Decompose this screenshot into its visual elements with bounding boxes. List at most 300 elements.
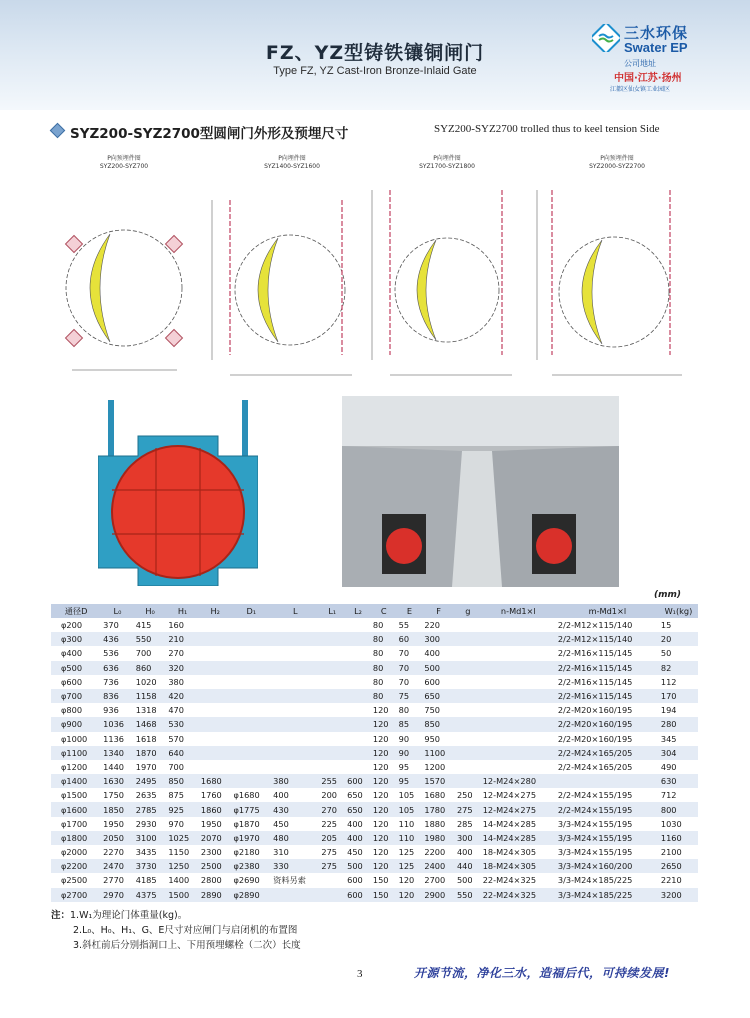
table-cell: 600 (345, 873, 371, 887)
table-cell: 450 (271, 817, 319, 831)
table-cell: 2500 (199, 859, 232, 873)
table-cell: 1440 (101, 760, 134, 774)
table-cell: 400 (422, 646, 455, 660)
table-cell: 120 (371, 859, 397, 873)
table-cell (231, 618, 271, 632)
diamond-bullet-icon (50, 123, 66, 139)
table-cell (455, 760, 481, 774)
table-cell (481, 661, 556, 675)
table-cell: 640 (166, 746, 199, 760)
table-row (51, 859, 698, 873)
table-cell: 550 (455, 888, 481, 902)
table-cell: 12-M24×275 (481, 788, 556, 802)
table-cell (199, 717, 232, 731)
table-cell: 1318 (134, 703, 167, 717)
table-cell: 1970 (134, 760, 167, 774)
table-cell: 400 (455, 845, 481, 859)
table-cell: 630 (659, 774, 698, 788)
table-cell (231, 632, 271, 646)
table-row (51, 646, 698, 660)
table-cell: 120 (371, 802, 397, 816)
table-cell: 2635 (134, 788, 167, 802)
table-cell: 700 (134, 646, 167, 660)
table-cell (231, 689, 271, 703)
table-cell (455, 732, 481, 746)
logo-park: 江都区仙女镇工业园区 (610, 86, 671, 93)
table-cell: 490 (659, 760, 698, 774)
column-header: L₀ (101, 604, 134, 618)
table-cell: 436 (101, 632, 134, 646)
table-cell: 22-M24×325 (481, 873, 556, 887)
table-cell: φ2000 (51, 845, 101, 859)
table-cell: φ1200 (51, 760, 101, 774)
table-cell: 2100 (659, 845, 698, 859)
column-header: D₁ (231, 604, 271, 618)
table-cell: 90 (397, 746, 423, 760)
table-cell (271, 760, 319, 774)
table-header-row (51, 604, 698, 618)
table-cell: 1860 (199, 802, 232, 816)
table-cell (481, 703, 556, 717)
table-cell (271, 703, 319, 717)
table-cell: 2300 (199, 845, 232, 859)
table-cell: 205 (319, 831, 345, 845)
table-cell: 14-M24×285 (481, 831, 556, 845)
page-subtitle: Type FZ, YZ Cast-Iron Bronze-Inlaid Gate (273, 65, 477, 77)
table-cell (481, 646, 556, 660)
table-cell (231, 717, 271, 731)
drawing-4-label: P向预埋件图 (600, 155, 634, 162)
table-cell: 75 (397, 689, 423, 703)
table-cell: 1158 (134, 689, 167, 703)
table-cell: 125 (397, 859, 423, 873)
table-cell (455, 632, 481, 646)
table-cell: 2210 (659, 873, 698, 887)
table-cell: φ2890 (231, 888, 271, 902)
table-cell (231, 675, 271, 689)
logo-icon (592, 24, 620, 52)
table-cell: 430 (271, 802, 319, 816)
table-cell: φ2700 (51, 888, 101, 902)
table-cell: 275 (319, 859, 345, 873)
table-cell: 1025 (166, 831, 199, 845)
table-cell: 1160 (659, 831, 698, 845)
table-cell: φ1000 (51, 732, 101, 746)
table-cell: φ1775 (231, 802, 271, 816)
table-cell: 345 (659, 732, 698, 746)
table-cell: 110 (397, 831, 423, 845)
table-row (51, 774, 698, 788)
table-cell: φ1500 (51, 788, 101, 802)
table-cell: 380 (166, 675, 199, 689)
table-cell: 14-M24×285 (481, 817, 556, 831)
column-header: L₁ (319, 604, 345, 618)
table-row (51, 689, 698, 703)
table-cell (319, 632, 345, 646)
table-row (51, 632, 698, 646)
table-cell: 3730 (134, 859, 167, 873)
table-cell: 70 (397, 675, 423, 689)
table-cell (199, 689, 232, 703)
table-cell (319, 888, 345, 902)
company-logo (588, 18, 738, 98)
note-3 (51, 938, 301, 953)
table-cell: 120 (397, 873, 423, 887)
table-cell (319, 661, 345, 675)
table-cell (271, 646, 319, 660)
table-row (51, 788, 698, 802)
table-cell (271, 746, 319, 760)
table-cell: 120 (371, 788, 397, 802)
table-cell: 2470 (101, 859, 134, 873)
logo-location: 中国·江苏·扬州 (614, 73, 682, 84)
table-cell (199, 646, 232, 660)
column-header: L₂ (345, 604, 371, 618)
table-cell (199, 632, 232, 646)
table-cell (455, 618, 481, 632)
table-cell: 1680 (199, 774, 232, 788)
table-cell: 2/2-M24×165/205 (556, 746, 659, 760)
table-cell: 970 (166, 817, 199, 831)
table-cell: 936 (101, 703, 134, 717)
logo-address-label: 公司地址 (624, 59, 656, 68)
table-cell: 2/2-M16×115/145 (556, 646, 659, 660)
table-cell: 120 (371, 831, 397, 845)
table-cell: φ600 (51, 675, 101, 689)
table-cell (345, 661, 371, 675)
table-cell: 1680 (422, 788, 455, 802)
table-cell: 1340 (101, 746, 134, 760)
table-cell: 860 (134, 661, 167, 675)
table-cell: 270 (319, 802, 345, 816)
table-cell: 570 (166, 732, 199, 746)
table-cell: 850 (422, 717, 455, 731)
table-cell: 712 (659, 788, 698, 802)
table-cell: 536 (101, 646, 134, 660)
table-cell (319, 746, 345, 760)
table-cell: 2495 (134, 774, 167, 788)
table-cell: 2200 (422, 845, 455, 859)
table-cell (271, 717, 319, 731)
table-cell: 1150 (166, 845, 199, 859)
table-cell: 600 (345, 774, 371, 788)
table-cell (319, 689, 345, 703)
column-header: E (397, 604, 423, 618)
table-cell: 1020 (134, 675, 167, 689)
drawing-1-label: P向预埋件图 (107, 155, 141, 162)
table-cell: 285 (455, 817, 481, 831)
table-cell: 90 (397, 732, 423, 746)
table-cell (231, 774, 271, 788)
column-header: F (422, 604, 455, 618)
table-cell: 112 (659, 675, 698, 689)
technical-drawings (52, 150, 702, 385)
table-cell: 420 (166, 689, 199, 703)
table-cell: 2930 (134, 817, 167, 831)
table-cell: 18-M24×305 (481, 859, 556, 873)
table-cell (319, 760, 345, 774)
table-cell: 450 (345, 845, 371, 859)
table-cell: φ2200 (51, 859, 101, 873)
table-cell: 125 (397, 845, 423, 859)
table-cell: 2/2-M12×115/140 (556, 618, 659, 632)
section-title-cn: SYZ200-SYZ2700型圆闸门外形及预埋尺寸 (70, 126, 349, 142)
table-cell: 1100 (422, 746, 455, 760)
table-cell: φ1970 (231, 831, 271, 845)
table-cell: 440 (455, 859, 481, 873)
section-heading (52, 122, 702, 140)
table-cell: 15 (659, 618, 698, 632)
table-cell: 22-M24×325 (481, 888, 556, 902)
table-cell: 120 (371, 774, 397, 788)
table-cell: 105 (397, 802, 423, 816)
table-cell: 95 (397, 760, 423, 774)
table-cell: 1780 (422, 802, 455, 816)
table-cell: 120 (371, 817, 397, 831)
table-cell (199, 618, 232, 632)
table-cell (455, 675, 481, 689)
specifications-table (51, 604, 698, 902)
table-cell: 2/2-M20×160/195 (556, 717, 659, 731)
table-cell: 210 (166, 632, 199, 646)
table-cell: 12-M24×280 (481, 774, 556, 788)
table-cell: 3/3-M24×155/195 (556, 831, 659, 845)
table-cell: φ200 (51, 618, 101, 632)
table-cell: 120 (371, 845, 397, 859)
table-cell: 275 (319, 845, 345, 859)
table-cell (481, 689, 556, 703)
drawing-1 (66, 154, 183, 370)
table-cell: 12-M24×275 (481, 802, 556, 816)
drawing-4 (537, 154, 682, 375)
drawing-4-range: SYZ2000-SYZ2700 (589, 163, 645, 170)
table-cell: φ1700 (51, 817, 101, 831)
table-cell (319, 675, 345, 689)
table-row (51, 618, 698, 632)
table-cell: 1760 (199, 788, 232, 802)
table-row (51, 888, 698, 902)
table-row (51, 873, 698, 887)
table-cell: 105 (397, 788, 423, 802)
table-cell: φ2380 (231, 859, 271, 873)
table-cell (455, 689, 481, 703)
table-cell: 1980 (422, 831, 455, 845)
table-cell: 836 (101, 689, 134, 703)
table-cell: 110 (397, 817, 423, 831)
table-cell: 4185 (134, 873, 167, 887)
table-cell: φ1870 (231, 817, 271, 831)
table-cell: 950 (422, 732, 455, 746)
table-cell: 370 (101, 618, 134, 632)
table-cell: 200 (319, 788, 345, 802)
table-cell: 1250 (166, 859, 199, 873)
table-cell: 60 (397, 632, 423, 646)
table-cell (481, 717, 556, 731)
table-cell: 150 (371, 888, 397, 902)
table-cell: 80 (371, 632, 397, 646)
table-cell (199, 661, 232, 675)
table-cell: 1500 (166, 888, 199, 902)
table-row (51, 661, 698, 675)
table-cell: 1950 (199, 817, 232, 831)
table-cell: φ900 (51, 717, 101, 731)
table-cell: 800 (659, 802, 698, 816)
table-cell: 82 (659, 661, 698, 675)
table-cell: 1136 (101, 732, 134, 746)
table-cell (199, 732, 232, 746)
table-cell (271, 618, 319, 632)
gate-product-photo (98, 398, 258, 586)
note-3-text: 3.斜杠前后分别指洞口上、下用预埋螺栓（二次）长度 (73, 940, 301, 951)
table-cell (231, 746, 271, 760)
table-cell: 300 (455, 831, 481, 845)
table-cell: 120 (397, 888, 423, 902)
table-cell: φ1400 (51, 774, 101, 788)
drawing-1-range: SYZ200-SYZ700 (99, 163, 149, 170)
table-cell (455, 646, 481, 660)
table-cell: 4375 (134, 888, 167, 902)
table-cell (271, 689, 319, 703)
table-cell: 1618 (134, 732, 167, 746)
table-cell: 1630 (101, 774, 134, 788)
note-2 (51, 923, 301, 938)
table-cell: 80 (371, 661, 397, 675)
table-cell (345, 717, 371, 731)
section-title-en: SYZ200-SYZ2700 trolled thus to keel tension Side (434, 123, 660, 135)
table-cell: 194 (659, 703, 698, 717)
table-cell (481, 732, 556, 746)
table-cell (481, 632, 556, 646)
table-cell: 1570 (422, 774, 455, 788)
table-cell: 275 (455, 802, 481, 816)
table-cell: 资料另索 (271, 873, 319, 887)
table-cell: 2/2-M12×115/140 (556, 632, 659, 646)
table-cell (345, 618, 371, 632)
table-cell: 80 (371, 675, 397, 689)
table-cell (199, 675, 232, 689)
table-cell: 2800 (199, 873, 232, 887)
column-header: n-Md1×l (481, 604, 556, 618)
table-cell: 120 (371, 732, 397, 746)
table-cell: 170 (659, 689, 698, 703)
table-cell: φ2180 (231, 845, 271, 859)
table-cell: 2050 (101, 831, 134, 845)
table-cell: 80 (371, 689, 397, 703)
logo-name-en: Swater EP (624, 40, 688, 55)
table-row (51, 732, 698, 746)
table-cell: 1750 (101, 788, 134, 802)
page-title: FZ、YZ型铸铁镶铜闸门 (265, 42, 485, 64)
table-cell: 600 (345, 888, 371, 902)
table-cell (319, 646, 345, 660)
table-cell (231, 646, 271, 660)
table-cell (271, 675, 319, 689)
drawing-2-label: P向埋件图 (278, 155, 306, 162)
column-header: H₀ (134, 604, 167, 618)
table-cell: 600 (422, 675, 455, 689)
table-cell: 3435 (134, 845, 167, 859)
column-header: H₂ (199, 604, 232, 618)
table-cell: 3200 (659, 888, 698, 902)
table-cell: 120 (371, 717, 397, 731)
table-cell: 3/3-M24×155/195 (556, 817, 659, 831)
table-cell: 500 (345, 859, 371, 873)
table-row (51, 675, 698, 689)
table-cell: 250 (455, 788, 481, 802)
drawing-3-range: SYZ1700-SYZ1800 (419, 163, 475, 170)
notes (51, 908, 301, 953)
column-header: 通径D (51, 604, 101, 618)
table-cell: 2970 (101, 888, 134, 902)
table-cell: φ500 (51, 661, 101, 675)
table-cell: φ1100 (51, 746, 101, 760)
table-cell: 280 (659, 717, 698, 731)
table-cell: φ2690 (231, 873, 271, 887)
column-header: H₁ (166, 604, 199, 618)
table-cell: 2270 (101, 845, 134, 859)
table-cell: 55 (397, 618, 423, 632)
table-cell: 1880 (422, 817, 455, 831)
table-cell: 2770 (101, 873, 134, 887)
table-cell: 310 (271, 845, 319, 859)
unit-label: (mm) (654, 590, 681, 600)
table-cell: 80 (397, 703, 423, 717)
table-cell (481, 746, 556, 760)
installation-site-photo (342, 396, 619, 587)
table-cell (481, 675, 556, 689)
table-row (51, 746, 698, 760)
table-cell (455, 661, 481, 675)
table-cell: 220 (422, 618, 455, 632)
table-cell (319, 703, 345, 717)
table-row (51, 817, 698, 831)
table-cell: 736 (101, 675, 134, 689)
table-cell (271, 661, 319, 675)
company-slogan: 开源节流，净化三水，造福后代，可持续发展! (414, 966, 670, 980)
table-cell: 80 (371, 618, 397, 632)
table-cell: φ700 (51, 689, 101, 703)
table-row (51, 703, 698, 717)
table-cell: 500 (422, 661, 455, 675)
table-cell: 2/2-M16×115/145 (556, 661, 659, 675)
column-header: L (271, 604, 319, 618)
drawing-3 (372, 154, 512, 375)
table-cell: 2070 (199, 831, 232, 845)
table-cell: φ1800 (51, 831, 101, 845)
table-cell: 415 (134, 618, 167, 632)
table-cell: 2/2-M16×115/145 (556, 689, 659, 703)
table-cell: 1036 (101, 717, 134, 731)
table-cell: 304 (659, 746, 698, 760)
table-cell (199, 703, 232, 717)
table-cell: 160 (166, 618, 199, 632)
table-cell: 1850 (101, 802, 134, 816)
table-cell (231, 661, 271, 675)
table-cell: 2/2-M24×165/205 (556, 760, 659, 774)
column-header: g (455, 604, 481, 618)
table-cell: φ300 (51, 632, 101, 646)
table-cell: 20 (659, 632, 698, 646)
table-cell: 320 (166, 661, 199, 675)
table-cell: 1200 (422, 760, 455, 774)
table-cell: 400 (345, 817, 371, 831)
table-cell: 380 (271, 774, 319, 788)
table-row (51, 760, 698, 774)
note-2-text: 2.L₀、H₀、H₁、G、E尺寸对应闸门与启闭机的布置图 (73, 925, 298, 936)
table-cell: φ2500 (51, 873, 101, 887)
table-cell: 650 (345, 802, 371, 816)
logo-name-cn: 三水环保 (624, 24, 689, 42)
